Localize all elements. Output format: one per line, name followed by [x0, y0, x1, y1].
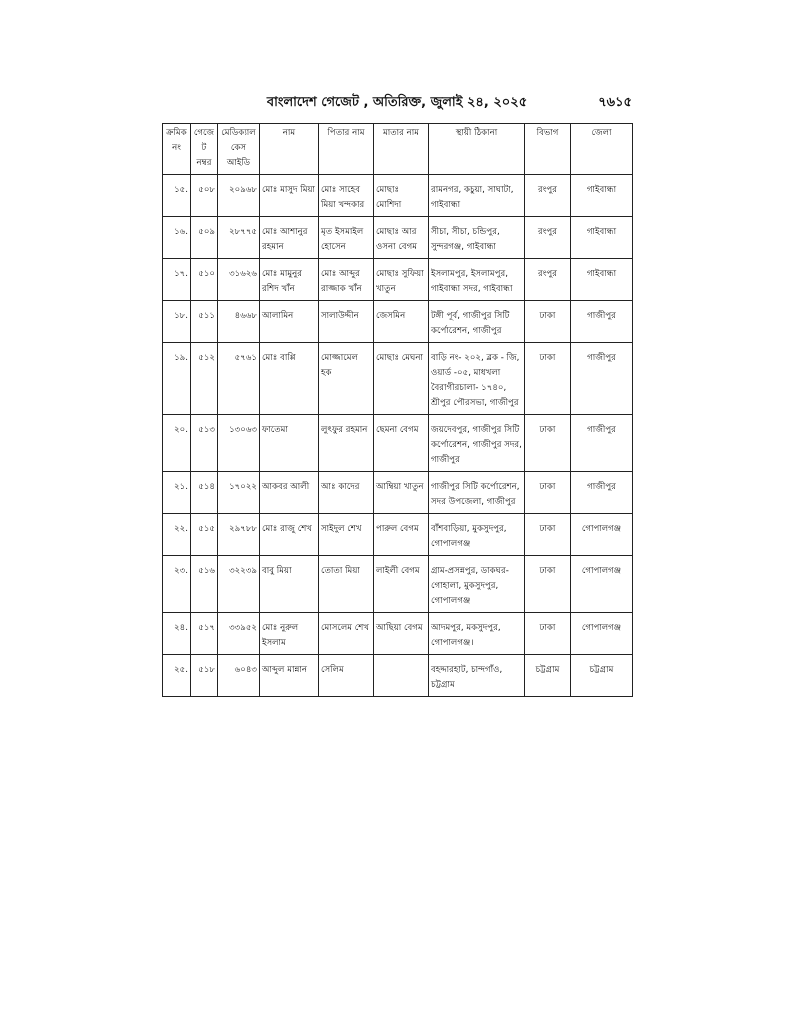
- gazette-table: [162, 123, 633, 697]
- cell-district: গোপালগঞ্জ: [571, 514, 633, 556]
- cell-serial: ১৯.: [163, 343, 191, 415]
- cell-district: চট্টগ্রাম: [571, 655, 633, 697]
- cell-permanent-address: আদমপুর, মকসুদপুর, গোপালগঞ্জ।: [429, 613, 525, 655]
- cell-gazette-number: ৫১৮: [191, 655, 218, 697]
- cell-permanent-address: গ্রাম-প্রসন্নপুর, ডাকঘর-গোহালা, মুকসুদপুর, গোপালগঞ্জ: [429, 556, 525, 613]
- cell-gazette-number: ৫১৭: [191, 613, 218, 655]
- cell-name: আকবর আলী: [260, 472, 319, 514]
- cell-division: চট্টগ্রাম: [525, 655, 571, 697]
- column-header-medical-case-id: মেডিক্যাল কেস আইডি: [218, 124, 260, 175]
- cell-permanent-address: রামনগর, কচুয়া, সাঘাটা, গাইবান্ধা: [429, 175, 525, 217]
- cell-division: ঢাকা: [525, 472, 571, 514]
- cell-division: ঢাকা: [525, 613, 571, 655]
- cell-father-name: সাইদুল শেখ: [319, 514, 374, 556]
- cell-gazette-number: ৫১৪: [191, 472, 218, 514]
- cell-gazette-number: ৫০৮: [191, 175, 218, 217]
- cell-mother-name: মোছাঃ মেঘনা: [374, 343, 429, 415]
- cell-division: ঢাকা: [525, 415, 571, 472]
- cell-permanent-address: ইসলামপুর, ইসলামপুর, গাইবান্ধা সদর, গাইবান্ধা: [429, 259, 525, 301]
- table-row: [163, 259, 633, 301]
- cell-district: গোপালগঞ্জ: [571, 613, 633, 655]
- cell-medical-case-id: ২৯৭৮৮: [218, 514, 260, 556]
- cell-permanent-address: গাজীপুর সিটি কর্পোরেশন, সদর উপজেলা, গাজীপুর: [429, 472, 525, 514]
- cell-name: মোঃ আশানুর রহমান: [260, 217, 319, 259]
- cell-father-name: মৃত ইসমাইল হোসেন: [319, 217, 374, 259]
- cell-father-name: আঃ কাদের: [319, 472, 374, 514]
- cell-permanent-address: বাড়ি নং- ২০২, ব্লক - জি, ওয়ার্ড -০৫, মাধখলা বৈরাগীরচালা- ১৭৪০, শ্রীপুর পৌরসভা, গাজীপুর: [429, 343, 525, 415]
- cell-permanent-address: জয়দেবপুর, গাজীপুর সিটি কর্পোরেশন, গাজীপুর সদর, গাজীপুর: [429, 415, 525, 472]
- cell-mother-name: জেসমিন: [374, 301, 429, 343]
- table-row: [163, 175, 633, 217]
- table-row: [163, 415, 633, 472]
- column-header-permanent-address: স্থায়ী ঠিকানা: [429, 124, 525, 175]
- cell-father-name: মোঃ আব্দুর রাজ্জাক খাঁন: [319, 259, 374, 301]
- column-header-mother-name: মাতার নাম: [374, 124, 429, 175]
- cell-mother-name: মোছাঃ সুফিয়া খাতুন: [374, 259, 429, 301]
- cell-division: ঢাকা: [525, 514, 571, 556]
- cell-father-name: মোজ্জামেল হক: [319, 343, 374, 415]
- cell-division: রংপুর: [525, 259, 571, 301]
- table-row: [163, 301, 633, 343]
- cell-gazette-number: ৫১৫: [191, 514, 218, 556]
- cell-medical-case-id: ২৮৭৭৫: [218, 217, 260, 259]
- cell-father-name: লুৎফুর রহমান: [319, 415, 374, 472]
- cell-name: মোঃ নুরুল ইসলাম: [260, 613, 319, 655]
- cell-medical-case-id: ৩৩৯৫২: [218, 613, 260, 655]
- page-header: [162, 93, 632, 117]
- cell-gazette-number: ৫১৬: [191, 556, 218, 613]
- cell-district: গাজীপুর: [571, 301, 633, 343]
- cell-gazette-number: ৫১২: [191, 343, 218, 415]
- cell-name: আব্দুল মান্নান: [260, 655, 319, 697]
- table-header: [163, 124, 633, 175]
- cell-mother-name: লাইলী বেগম: [374, 556, 429, 613]
- cell-district: গাইবান্ধা: [571, 259, 633, 301]
- cell-medical-case-id: ১৩০৬৩: [218, 415, 260, 472]
- column-header-name: নাম: [260, 124, 319, 175]
- table-row: [163, 514, 633, 556]
- cell-gazette-number: ৫১০: [191, 259, 218, 301]
- cell-father-name: সালাউদ্দীন: [319, 301, 374, 343]
- cell-name: বাবু মিয়া: [260, 556, 319, 613]
- cell-medical-case-id: ৪৬৬৮: [218, 301, 260, 343]
- cell-medical-case-id: ৩২২৩৯: [218, 556, 260, 613]
- cell-serial: ১৫.: [163, 175, 191, 217]
- table-body: [163, 175, 633, 697]
- cell-mother-name: আম্বিয়া খাতুন: [374, 472, 429, 514]
- column-header-father-name: পিতার নাম: [319, 124, 374, 175]
- cell-medical-case-id: ৫৭৬১: [218, 343, 260, 415]
- cell-division: রংপুর: [525, 175, 571, 217]
- cell-district: গাইবান্ধা: [571, 217, 633, 259]
- cell-division: ঢাকা: [525, 556, 571, 613]
- cell-serial: ২০.: [163, 415, 191, 472]
- header-row: [163, 124, 633, 175]
- cell-permanent-address: বহদ্দারহাট, চান্দগাঁও, চট্টগ্রাম: [429, 655, 525, 697]
- cell-name: মোঃ রাজু শেখ: [260, 514, 319, 556]
- cell-serial: ২২.: [163, 514, 191, 556]
- cell-medical-case-id: ২০৯৬৮: [218, 175, 260, 217]
- cell-district: গাজীপুর: [571, 415, 633, 472]
- page-number: ৭৬১৫: [598, 95, 632, 110]
- cell-division: রংপুর: [525, 217, 571, 259]
- column-header-district: জেলা: [571, 124, 633, 175]
- cell-district: গাইবান্ধা: [571, 175, 633, 217]
- cell-district: গাজীপুর: [571, 343, 633, 415]
- cell-serial: ২১.: [163, 472, 191, 514]
- cell-medical-case-id: ৩১৬২৬: [218, 259, 260, 301]
- cell-name: মোঃ মাসুদ মিয়া: [260, 175, 319, 217]
- gazette-title: বাংলাদেশ গেজেট , অতিরিক্ত, জুলাই ২৪, ২০২৫: [266, 95, 528, 110]
- cell-permanent-address: টঙ্গী পূর্ব, গাজীপুর সিটি কর্পোরেশন, গাজীপুর: [429, 301, 525, 343]
- cell-permanent-address: সীচা, সীচা, চন্ডিপুর, সুন্দরগঞ্জ, গাইবান্ধা: [429, 217, 525, 259]
- cell-father-name: তোতা মিয়া: [319, 556, 374, 613]
- cell-gazette-number: ৫১১: [191, 301, 218, 343]
- cell-gazette-number: ৫০৯: [191, 217, 218, 259]
- cell-mother-name: আছিয়া বেগম: [374, 613, 429, 655]
- cell-serial: ২৫.: [163, 655, 191, 697]
- cell-name: মোঃ বাপ্পি: [260, 343, 319, 415]
- table-row: [163, 472, 633, 514]
- cell-district: গাজীপুর: [571, 472, 633, 514]
- cell-serial: ২৩.: [163, 556, 191, 613]
- cell-father-name: মোঃ সাহেব মিয়া খন্দকার: [319, 175, 374, 217]
- cell-serial: ২৪.: [163, 613, 191, 655]
- table-row: [163, 655, 633, 697]
- cell-mother-name: মোছাঃ মোশিদা: [374, 175, 429, 217]
- cell-division: ঢাকা: [525, 301, 571, 343]
- cell-medical-case-id: ৬০৪৩: [218, 655, 260, 697]
- table-row: [163, 613, 633, 655]
- cell-name: আলামিন: [260, 301, 319, 343]
- cell-mother-name: মোছাঃ আর ওসনা বেগম: [374, 217, 429, 259]
- cell-mother-name: পারুল বেগম: [374, 514, 429, 556]
- cell-permanent-address: বাঁশবাড়িয়া, মুকসুদপুর, গোপালগঞ্জ: [429, 514, 525, 556]
- cell-district: গোপালগঞ্জ: [571, 556, 633, 613]
- column-header-serial: ক্রমিক নং: [163, 124, 191, 175]
- column-header-gazette-number: গেজেট নম্বর: [191, 124, 218, 175]
- cell-serial: ১৬.: [163, 217, 191, 259]
- cell-serial: ১৭.: [163, 259, 191, 301]
- cell-serial: ১৮.: [163, 301, 191, 343]
- cell-division: ঢাকা: [525, 343, 571, 415]
- cell-father-name: মোসলেম শেখ: [319, 613, 374, 655]
- table-row: [163, 217, 633, 259]
- cell-name: ফাতেমা: [260, 415, 319, 472]
- table-row: [163, 556, 633, 613]
- column-header-division: বিভাগ: [525, 124, 571, 175]
- cell-mother-name: ছেমনা বেগম: [374, 415, 429, 472]
- cell-name: মোঃ মামুনুর রশিদ খাঁন: [260, 259, 319, 301]
- table-row: [163, 343, 633, 415]
- cell-father-name: সেলিম: [319, 655, 374, 697]
- cell-gazette-number: ৫১৩: [191, 415, 218, 472]
- cell-medical-case-id: ১৭০২২: [218, 472, 260, 514]
- cell-mother-name: [374, 655, 429, 697]
